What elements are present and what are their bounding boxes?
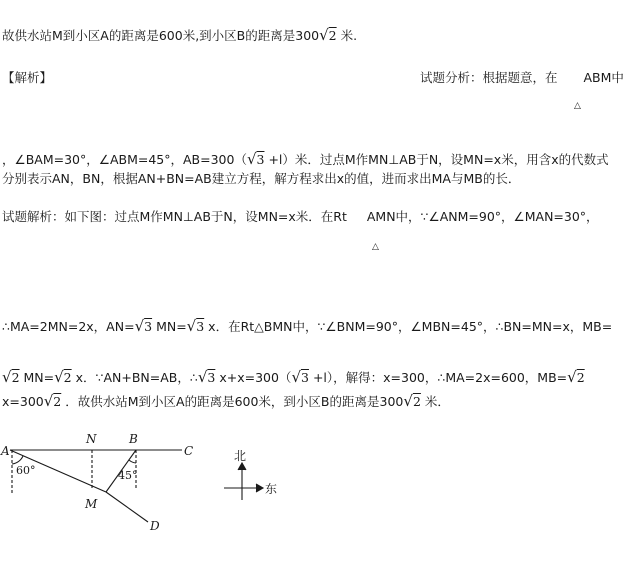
- sqrt-radicand: 2: [11, 370, 20, 385]
- solution-line-1: [2, 208, 599, 226]
- sqrt-radicand: 3: [256, 152, 265, 167]
- text: ABM中: [583, 70, 624, 85]
- analysis-intro: [420, 69, 624, 87]
- sqrt-radicand: 2: [412, 394, 421, 409]
- text: 试题分析：根据题意，在: [420, 70, 558, 85]
- text: 试题解析：如下图：过点M作MN⊥AB于N，设MN=x米．在Rt: [2, 209, 347, 224]
- text: x=300: [2, 394, 44, 409]
- angle-arc-a: [12, 456, 23, 464]
- sqrt-radicand: 3: [301, 370, 309, 385]
- label-n: N: [86, 432, 97, 446]
- sqrt-symbol: √: [134, 317, 145, 335]
- solution-line-2: [2, 317, 612, 336]
- text: 米.: [340, 28, 358, 43]
- triangle-symbol: △: [574, 101, 581, 111]
- sqrt-radicand: 2: [53, 394, 62, 409]
- text: 故供水站M到小区A的距离是600米,到小区B的距离是300: [2, 28, 320, 43]
- text: ，∠BAM=30°，∠ABM=45°，AB=300（: [2, 152, 247, 167]
- sqrt-radicand: 3: [196, 319, 205, 334]
- text: +l）米．过点M作MN⊥AB于N，设MN=x米，用含x的代数式: [268, 152, 609, 167]
- segment-md: [106, 492, 148, 522]
- text: 分别表示AN，BN，根据AN+BN=AB建立方程，解方程求出x的值，进而求出MA与MB的长．: [2, 171, 521, 186]
- conclusion-line-1: [2, 26, 357, 45]
- compass-icon: [224, 463, 263, 500]
- sqrt-radicand: 3: [207, 370, 216, 385]
- sqrt-radicand: 2: [328, 28, 337, 43]
- label-b: B: [129, 432, 138, 446]
- text: 米．: [424, 394, 450, 409]
- solution-line-3: [2, 368, 585, 387]
- segment-bm: [106, 450, 136, 492]
- text: +l），解得：x=300，∴MA=2x=600，MB=: [312, 370, 568, 385]
- sqrt-symbol: √: [246, 150, 257, 168]
- text: x+x=300（: [219, 370, 292, 385]
- compass-east-label: 东: [265, 482, 278, 496]
- text: ∴MA=2MN=2x，AN=: [2, 319, 135, 334]
- sqrt-symbol: √: [54, 368, 64, 386]
- analysis-line-3: [2, 150, 609, 169]
- angle-arc-b: [129, 460, 136, 463]
- sqrt-symbol: √: [291, 368, 301, 386]
- compass-north-label: 北: [234, 449, 247, 463]
- sqrt-radicand: 2: [63, 370, 72, 385]
- sqrt-radicand: 3: [144, 319, 153, 334]
- segment-am: [10, 450, 106, 492]
- solution-line-4: [2, 392, 450, 411]
- label-a: A: [1, 444, 10, 458]
- sqrt-symbol: √: [403, 392, 413, 410]
- analysis-label: 【解析】: [2, 70, 53, 85]
- text: AMN中，∵∠ANM=90°，∠MAN=30°，: [366, 209, 599, 224]
- text: x．∵AN+BN=AB，∴: [75, 370, 198, 385]
- label-d: D: [150, 519, 160, 533]
- analysis-line-4: [2, 170, 520, 188]
- angle-label-45: 45°: [118, 469, 138, 482]
- text: MN=: [156, 319, 187, 334]
- text: MN=: [23, 370, 55, 385]
- triangle-symbol: △: [372, 242, 379, 252]
- text: ．故供水站M到小区A的距离是600米，到小区B的距离是300: [65, 394, 404, 409]
- sqrt-radicand: 2: [576, 370, 585, 385]
- sqrt-symbol: √: [43, 392, 54, 410]
- sqrt-symbol: √: [567, 368, 577, 386]
- label-m: M: [85, 497, 98, 511]
- sqrt-symbol: √: [2, 368, 12, 386]
- text: x．在Rt△BMN中，∵∠BNM=90°，∠MBN=45°，∴BN=MN=x，MB=: [208, 319, 613, 334]
- sqrt-symbol: √: [186, 317, 197, 335]
- angle-label-60: 60°: [16, 464, 36, 477]
- label-c: C: [184, 444, 194, 458]
- sqrt-symbol: √: [319, 26, 329, 44]
- analysis-heading: [2, 69, 52, 87]
- sqrt-symbol: √: [197, 368, 208, 386]
